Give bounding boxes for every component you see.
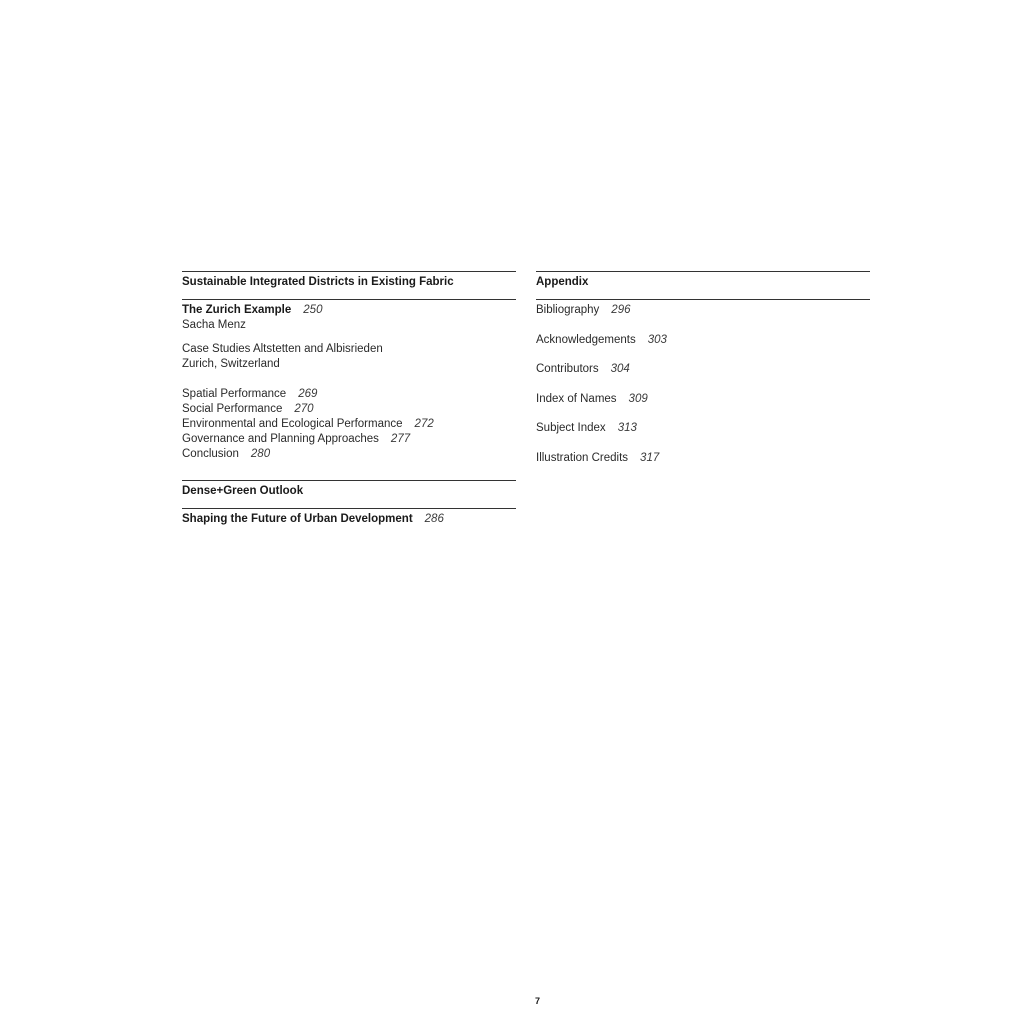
divider bbox=[182, 271, 516, 272]
entry-page: 317 bbox=[640, 451, 660, 464]
toc-entry[interactable] bbox=[536, 421, 870, 436]
toc-left-column bbox=[182, 271, 516, 527]
entry-page: 269 bbox=[298, 388, 318, 400]
entry-label: Governance and Planning Approaches bbox=[182, 433, 379, 445]
entry-label: Conclusion bbox=[182, 448, 239, 460]
entry-label: Social Performance bbox=[182, 403, 283, 415]
entry-label: Index of Names bbox=[536, 392, 617, 405]
divider bbox=[536, 299, 870, 300]
toc-entry[interactable] bbox=[182, 387, 516, 402]
part-title: Sustainable Integrated Districts in Existing Fabric bbox=[182, 276, 454, 288]
entry-label: Bibliography bbox=[536, 304, 600, 316]
chapter-entry[interactable] bbox=[182, 303, 516, 318]
entry-page: 280 bbox=[250, 448, 271, 460]
chapter-title: The Zurich Example bbox=[182, 304, 292, 316]
toc-entry[interactable] bbox=[182, 447, 516, 462]
toc-entry[interactable] bbox=[536, 362, 870, 377]
entry-page: 270 bbox=[294, 403, 314, 415]
case-studies-block bbox=[182, 342, 516, 372]
outlook-entry-label: Shaping the Future of Urban Development bbox=[182, 513, 413, 525]
appendix-title: Appendix bbox=[536, 276, 589, 288]
entry-page: 304 bbox=[610, 363, 630, 375]
entry-label: Illustration Credits bbox=[536, 451, 629, 464]
chapter-author: Sacha Menz bbox=[182, 319, 246, 331]
divider bbox=[182, 508, 516, 509]
outlook-entry[interactable] bbox=[182, 512, 516, 527]
outlook-entry-page: 286 bbox=[424, 513, 444, 525]
entry-page: 309 bbox=[628, 392, 648, 405]
toc-entry[interactable] bbox=[536, 303, 870, 318]
section-list bbox=[182, 387, 516, 462]
entry-page: 272 bbox=[414, 418, 434, 430]
entry-page: 296 bbox=[611, 304, 631, 316]
toc-entry[interactable] bbox=[536, 333, 870, 348]
outlook-block bbox=[182, 512, 516, 527]
toc-entry[interactable] bbox=[182, 402, 516, 417]
chapter-block bbox=[182, 303, 516, 333]
page-number: 7 bbox=[535, 996, 541, 1006]
toc-entry[interactable] bbox=[536, 392, 870, 407]
entry-label: Contributors bbox=[536, 363, 599, 375]
entry-label: Acknowledgements bbox=[536, 333, 636, 346]
entry-page: 277 bbox=[390, 433, 411, 445]
toc-entry[interactable] bbox=[182, 417, 516, 432]
divider bbox=[182, 299, 516, 300]
case-studies-line1: Case Studies Altstetten and Albisrieden bbox=[182, 343, 383, 355]
entry-page: 303 bbox=[647, 333, 667, 346]
entry-label: Environmental and Ecological Performance bbox=[182, 418, 403, 430]
divider bbox=[536, 271, 870, 272]
divider bbox=[182, 480, 516, 481]
entry-label: Subject Index bbox=[536, 422, 606, 434]
case-studies-line2: Zurich, Switzerland bbox=[182, 358, 280, 370]
toc-right-column bbox=[536, 271, 870, 480]
toc-entry[interactable] bbox=[536, 451, 870, 466]
appendix-list bbox=[536, 303, 870, 466]
chapter-page: 250 bbox=[303, 304, 323, 316]
entry-label: Spatial Performance bbox=[182, 388, 287, 400]
entry-page: 313 bbox=[617, 422, 637, 434]
toc-entry[interactable] bbox=[182, 432, 516, 447]
outlook-title: Dense+Green Outlook bbox=[182, 485, 304, 497]
